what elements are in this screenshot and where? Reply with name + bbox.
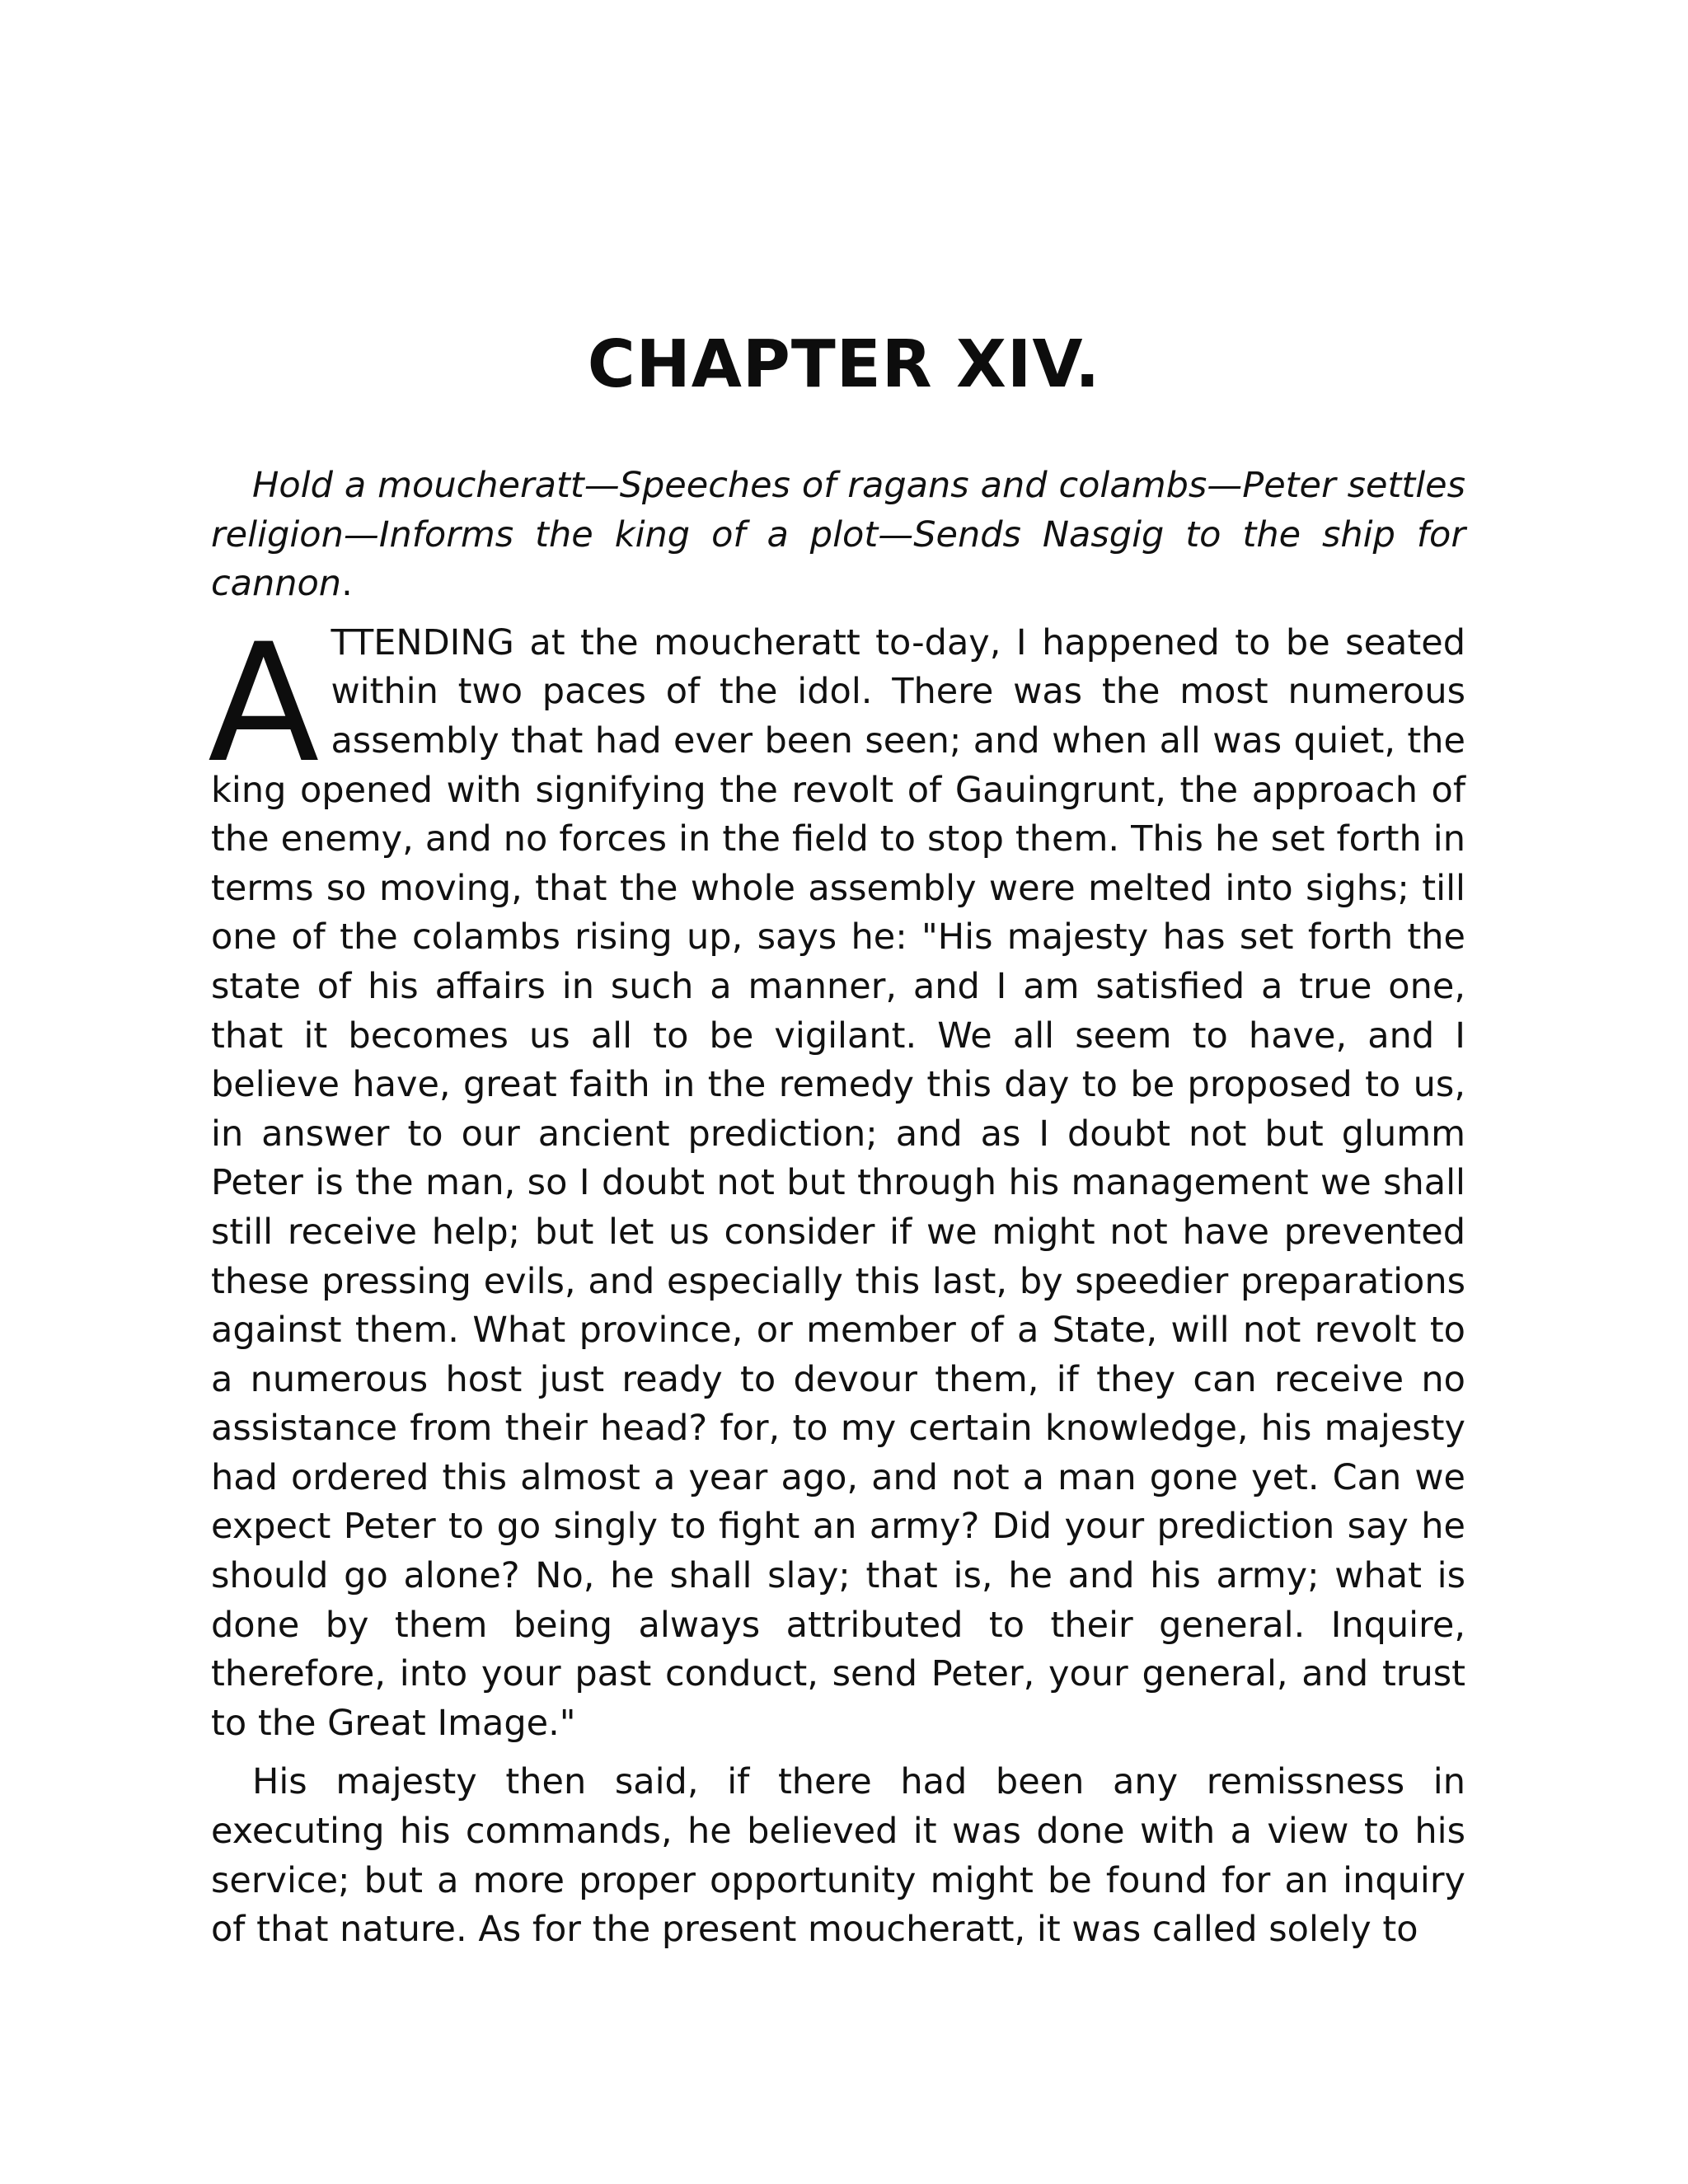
paragraph-second: His majesty then said, if there had been any remissness in executing his commands, he believed it was done with a view to his service; but a more proper opportunity might be found for an inquiry of that nature. As for the present moucheratt, it was called solely to: [211, 1761, 1465, 1951]
drop-cap: A: [208, 607, 320, 799]
paragraph-first: [208, 607, 1465, 1749]
paragraph-first-text: TTENDING at the moucheratt to-day, I happened to be seated within two paces of the idol. There was the most numerous assembly that had ever been seen; and when all was quiet, the king opened with signifying the revolt of Gauingrunt, the approach of the enemy, and no forces in the field to stop them. This he set forth in terms so moving, that the whole assembly were melted into sighs; till one of the colambs rising up, says he: "His majesty has set forth the state of his affairs in such a manner, and I am satisfied a true one, that it becomes us all to be vigilant. We all seem to have, and I believe have, great faith in the remedy this day to be proposed to us, in answer to our ancient prediction; and as I doubt not but glumm Peter is the man, so I doubt not but through his management we shall still receive help; but let us consider if we might not have prevented these pressing evils, and especially this last, by speedier preparations against them. What province, or member of a State, will not revolt to a numerous host just ready to devour them, if they can receive no assistance from their head? for, to my certain knowledge, his majesty had ordered this almost a year ago, and not a man gone yet. Can we expect Peter to go singly to fight an army? Did your prediction say he should go alone? No, he shall slay; that is, he and his army; what is done by them being always attributed to their general. Inquire, therefore, into your past conduct, send Peter, your general, and trust to the Great Image.": [211, 621, 1465, 1744]
chapter-summary: [211, 462, 1465, 609]
chapter-summary-period: .: [341, 563, 353, 605]
chapter-title: CHAPTER XIV.: [587, 326, 1101, 402]
chapter-summary-text: Hold a moucheratt—Speeches of ragans and colambs—Peter settles religion—Informs the king of a plot—Sends Nasgig to the ship for cannon: [211, 465, 1465, 605]
chapter-body: [208, 462, 1465, 1955]
